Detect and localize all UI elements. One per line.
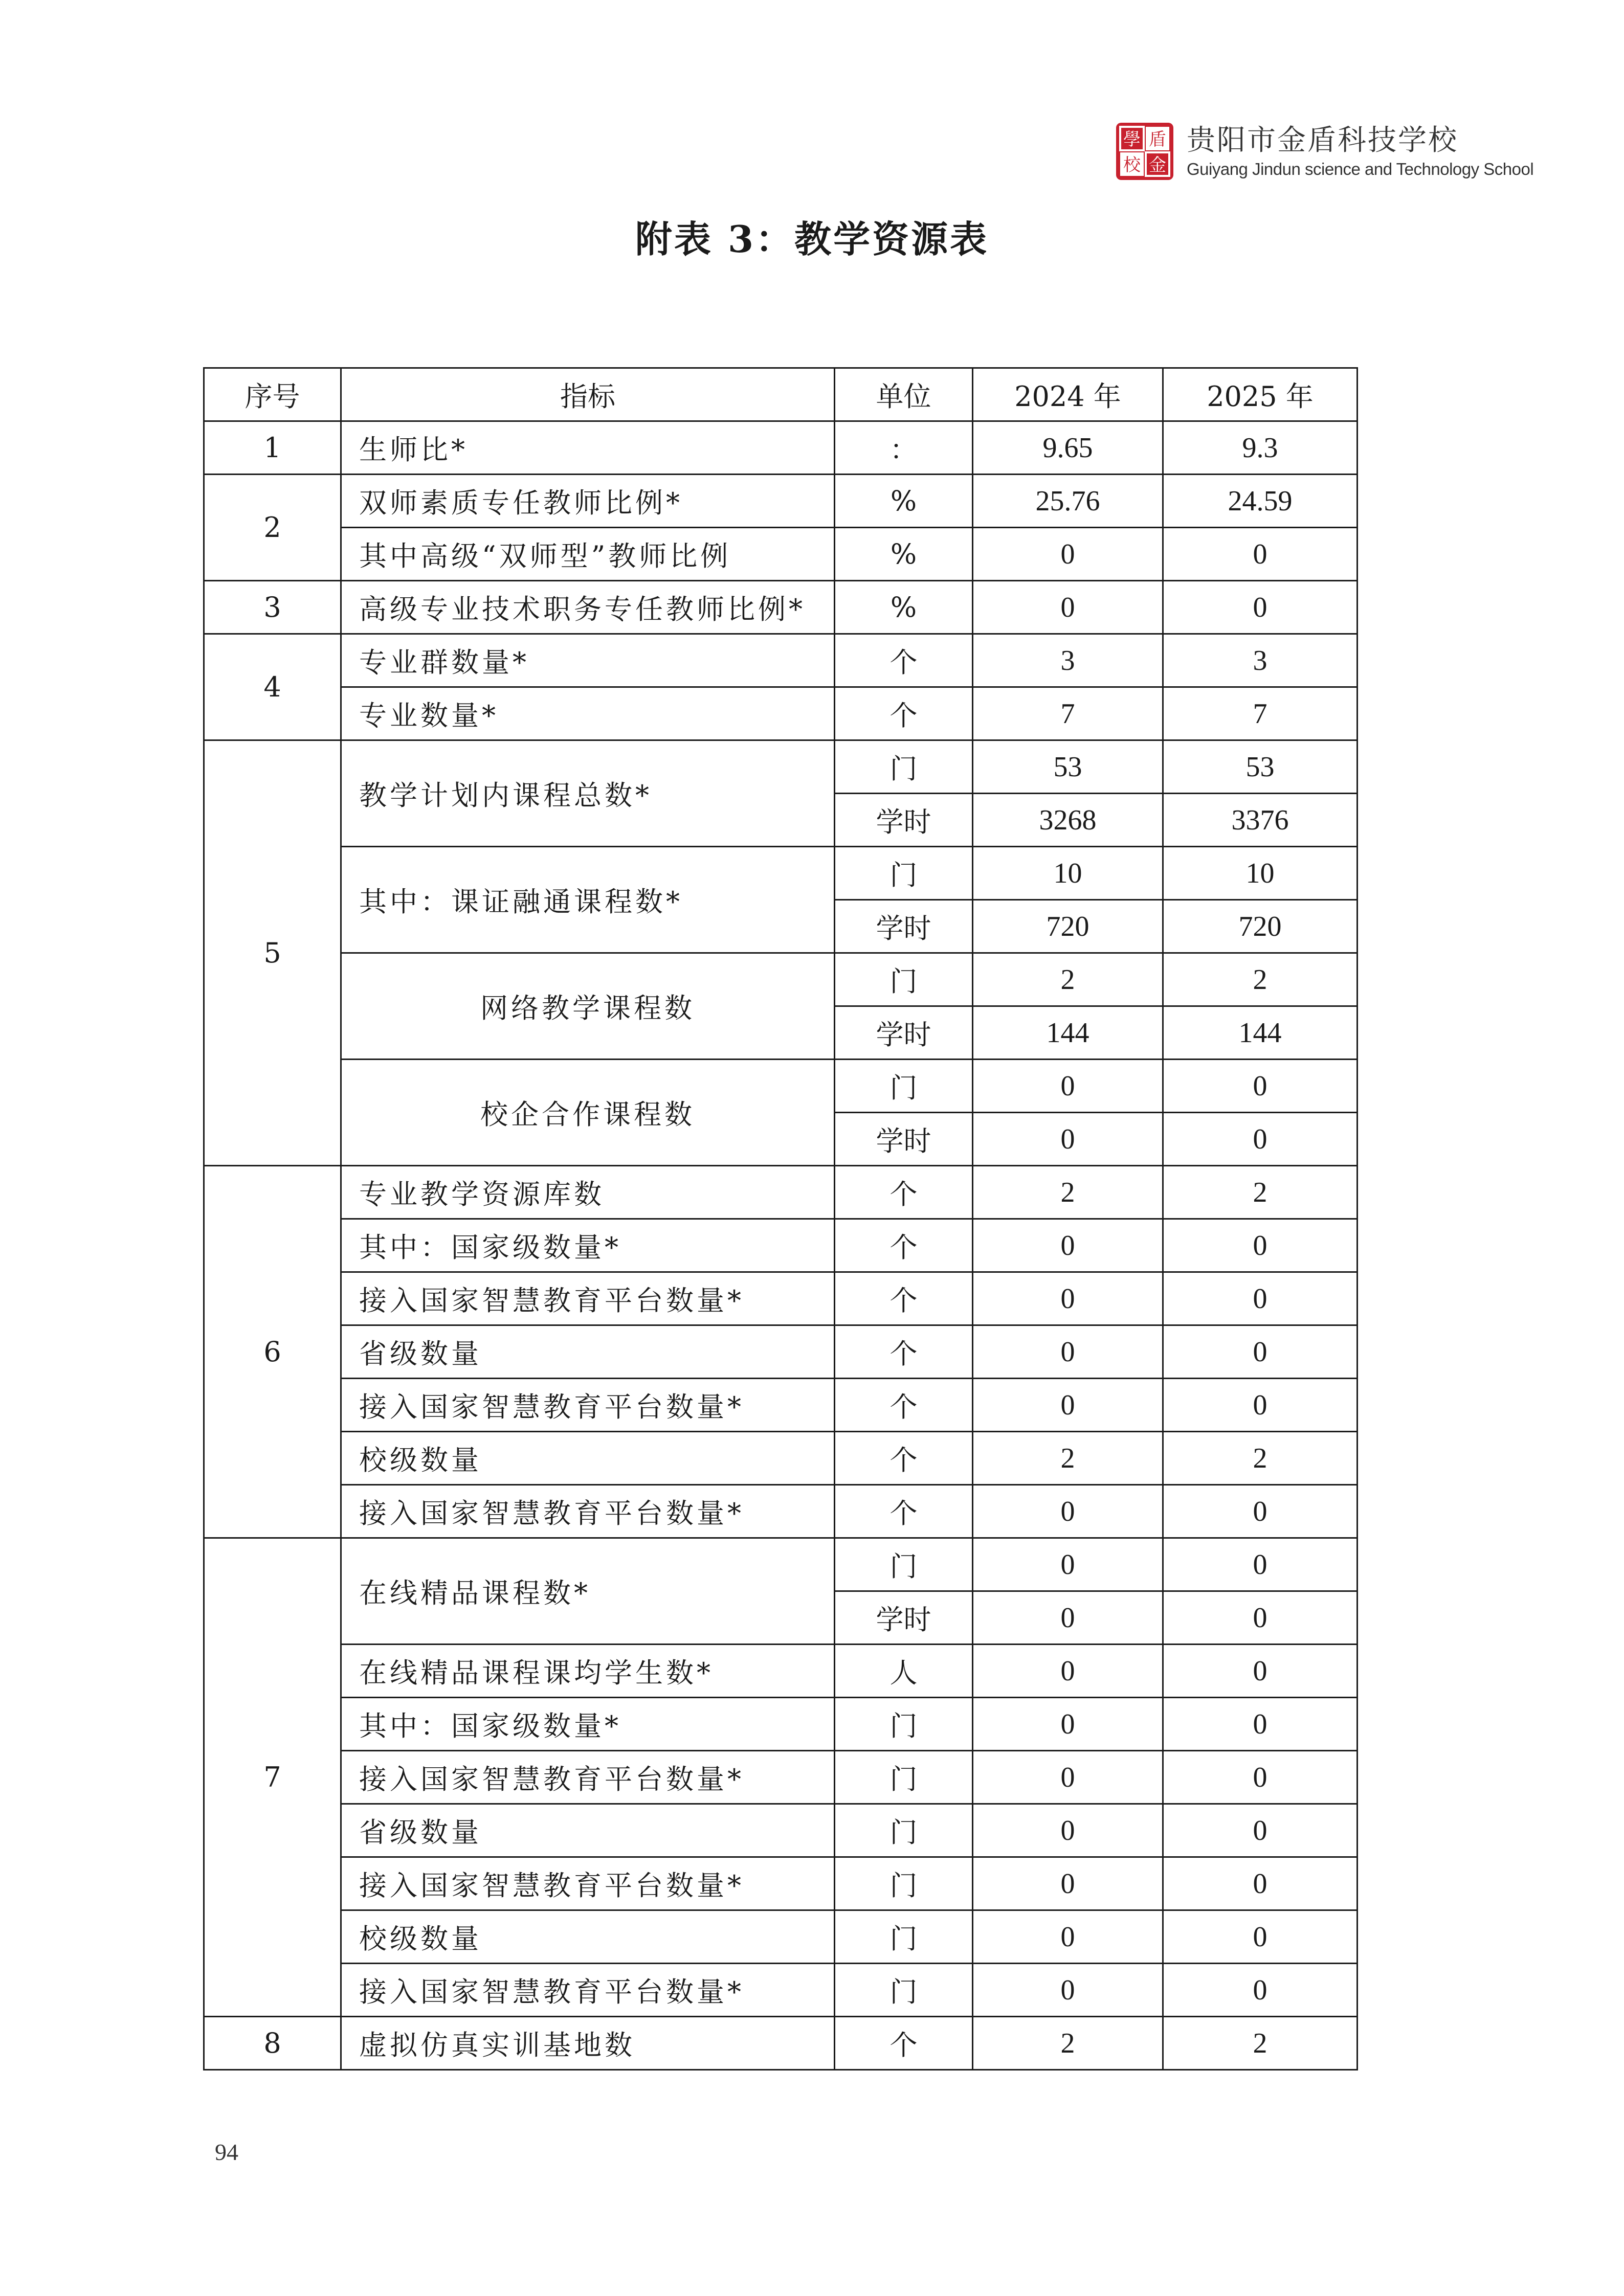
cell-2024: 0	[973, 1325, 1163, 1379]
cell-2025: 3	[1163, 634, 1358, 687]
cell-unit: %	[835, 475, 973, 528]
table-row	[204, 528, 1358, 581]
header-indicator: 指标	[341, 368, 835, 421]
cell-unit: 个	[835, 1432, 973, 1485]
table-row	[204, 1166, 1358, 1219]
cell-2025: 9.3	[1163, 421, 1358, 475]
cell-unit: 门	[835, 740, 973, 794]
cell-indicator: 接入国家智慧教育平台数量*	[341, 1485, 835, 1538]
cell-indicator: 接入国家智慧教育平台数量*	[341, 1379, 835, 1432]
cell-unit: %	[835, 528, 973, 581]
table-row	[204, 1379, 1358, 1432]
cell-unit: 学时	[835, 1591, 973, 1645]
cell-2025: 0	[1163, 528, 1358, 581]
cell-unit: 个	[835, 1272, 973, 1325]
cell-unit: 门	[835, 1698, 973, 1751]
table-row	[204, 2017, 1358, 2070]
header-2025: 2025 年	[1163, 368, 1358, 421]
cell-unit: 学时	[835, 900, 973, 953]
cell-2025: 0	[1163, 1964, 1358, 2017]
cell-2025: 0	[1163, 1591, 1358, 1645]
cell-2025: 0	[1163, 1219, 1358, 1272]
header-unit: 单位	[835, 368, 973, 421]
cell-2025: 0	[1163, 1113, 1358, 1166]
cell-2025: 0	[1163, 1325, 1358, 1379]
school-logo-icon	[1115, 122, 1174, 181]
cell-indicator: 其中：国家级数量*	[341, 1698, 835, 1751]
cell-unit: 个	[835, 1379, 973, 1432]
cell-seq: 7	[204, 1538, 341, 2017]
cell-indicator: 接入国家智慧教育平台数量*	[341, 1751, 835, 1804]
cell-unit: 门	[835, 1910, 973, 1964]
school-name-en: Guiyang Jindun science and Technology School	[1187, 160, 1534, 178]
table-row	[204, 1538, 1358, 1591]
cell-unit: 学时	[835, 794, 973, 847]
cell-unit: 门	[835, 847, 973, 900]
cell-seq: 4	[204, 634, 341, 740]
cell-2024: 7	[973, 687, 1163, 740]
cell-2025: 0	[1163, 1857, 1358, 1910]
table-row	[204, 847, 1358, 900]
cell-indicator: 校企合作课程数	[341, 1060, 835, 1166]
table-row	[204, 634, 1358, 687]
cell-2024: 0	[973, 1645, 1163, 1698]
cell-2024: 0	[973, 1219, 1163, 1272]
cell-2025: 2	[1163, 1166, 1358, 1219]
cell-indicator: 其中高级“双师型”教师比例	[341, 528, 835, 581]
cell-indicator: 教学计划内课程总数*	[341, 740, 835, 847]
cell-seq: 6	[204, 1166, 341, 1538]
cell-2024: 0	[973, 1379, 1163, 1432]
cell-unit: 门	[835, 1060, 973, 1113]
cell-2024: 0	[973, 1698, 1163, 1751]
cell-indicator: 在线精品课程数*	[341, 1538, 835, 1645]
cell-2025: 53	[1163, 740, 1358, 794]
cell-2024: 0	[973, 528, 1163, 581]
cell-2025: 0	[1163, 1538, 1358, 1591]
cell-2024: 25.76	[973, 475, 1163, 528]
cell-unit: 个	[835, 687, 973, 740]
table-row	[204, 1219, 1358, 1272]
cell-2024: 10	[973, 847, 1163, 900]
table-row	[204, 687, 1358, 740]
table-row	[204, 1645, 1358, 1698]
teaching-resources-table	[203, 367, 1358, 2070]
cell-2025: 0	[1163, 1804, 1358, 1857]
cell-indicator: 校级数量	[341, 1432, 835, 1485]
cell-indicator: 在线精品课程课均学生数*	[341, 1645, 835, 1698]
cell-unit: ：	[835, 421, 973, 475]
cell-2024: 2	[973, 1432, 1163, 1485]
cell-unit: 个	[835, 1166, 973, 1219]
header-seq: 序号	[204, 368, 341, 421]
cell-2025: 7	[1163, 687, 1358, 740]
header-2024: 2024 年	[973, 368, 1163, 421]
svg-text:學: 學	[1123, 129, 1141, 150]
table-row	[204, 1804, 1358, 1857]
cell-2025: 0	[1163, 1751, 1358, 1804]
cell-indicator: 专业教学资源库数	[341, 1166, 835, 1219]
cell-2024: 0	[973, 1857, 1163, 1910]
cell-indicator: 其中：国家级数量*	[341, 1219, 835, 1272]
cell-2025: 2	[1163, 1432, 1358, 1485]
cell-2024: 720	[973, 900, 1163, 953]
cell-2024: 0	[973, 1751, 1163, 1804]
cell-indicator: 接入国家智慧教育平台数量*	[341, 1857, 835, 1910]
cell-2025: 0	[1163, 1379, 1358, 1432]
cell-2024: 0	[973, 1485, 1163, 1538]
table-row	[204, 953, 1358, 1006]
cell-2024: 0	[973, 1060, 1163, 1113]
cell-indicator: 省级数量	[341, 1325, 835, 1379]
cell-2024: 0	[973, 1964, 1163, 2017]
cell-2024: 0	[973, 1113, 1163, 1166]
cell-indicator: 接入国家智慧教育平台数量*	[341, 1964, 835, 2017]
cell-seq: 5	[204, 740, 341, 1166]
cell-2024: 53	[973, 740, 1163, 794]
cell-indicator: 网络教学课程数	[341, 953, 835, 1060]
table-row	[204, 1432, 1358, 1485]
cell-seq: 3	[204, 581, 341, 634]
cell-unit: 门	[835, 953, 973, 1006]
cell-2024: 2	[973, 953, 1163, 1006]
table-row	[204, 581, 1358, 634]
cell-2024: 0	[973, 1272, 1163, 1325]
cell-indicator: 省级数量	[341, 1804, 835, 1857]
page-title: 附表 3：教学资源表	[635, 217, 989, 261]
cell-indicator: 专业数量*	[341, 687, 835, 740]
svg-text:校: 校	[1123, 155, 1141, 175]
table-row	[204, 1964, 1358, 2017]
cell-unit: 学时	[835, 1006, 973, 1060]
cell-2025: 720	[1163, 900, 1358, 953]
table-row	[204, 1325, 1358, 1379]
cell-2025: 0	[1163, 1910, 1358, 1964]
cell-indicator: 双师素质专任教师比例*	[341, 475, 835, 528]
cell-unit: 个	[835, 1219, 973, 1272]
table-row	[204, 1485, 1358, 1538]
table-row	[204, 475, 1358, 528]
cell-2024: 144	[973, 1006, 1163, 1060]
cell-indicator: 其中：课证融通课程数*	[341, 847, 835, 953]
cell-unit: 个	[835, 1485, 973, 1538]
cell-unit: 门	[835, 1538, 973, 1591]
table-row	[204, 1698, 1358, 1751]
cell-2024: 2	[973, 1166, 1163, 1219]
cell-unit: 门	[835, 1964, 973, 2017]
cell-2024: 0	[973, 1804, 1163, 1857]
table-row	[204, 1910, 1358, 1964]
table-row	[204, 1857, 1358, 1910]
cell-indicator: 高级专业技术职务专任教师比例*	[341, 581, 835, 634]
school-name-cn: 贵阳市金盾科技学校	[1187, 124, 1458, 157]
cell-indicator: 接入国家智慧教育平台数量*	[341, 1272, 835, 1325]
table-row	[204, 1272, 1358, 1325]
cell-unit: 个	[835, 634, 973, 687]
cell-indicator: 虚拟仿真实训基地数	[341, 2017, 835, 2070]
cell-indicator: 生师比*	[341, 421, 835, 475]
table-row	[204, 1060, 1358, 1113]
table-header-row	[204, 368, 1358, 421]
cell-unit: %	[835, 581, 973, 634]
cell-2025: 144	[1163, 1006, 1358, 1060]
cell-2025: 0	[1163, 1645, 1358, 1698]
cell-unit: 人	[835, 1645, 973, 1698]
cell-2025: 3376	[1163, 794, 1358, 847]
cell-unit: 门	[835, 1857, 973, 1910]
page-header	[1115, 117, 1534, 193]
cell-unit: 门	[835, 1804, 973, 1857]
cell-seq: 1	[204, 421, 341, 475]
cell-2025: 0	[1163, 1698, 1358, 1751]
cell-2024: 3	[973, 634, 1163, 687]
cell-unit: 个	[835, 2017, 973, 2070]
cell-2024: 0	[973, 1910, 1163, 1964]
svg-text:金: 金	[1149, 155, 1166, 175]
table-row	[204, 421, 1358, 475]
cell-2024: 3268	[973, 794, 1163, 847]
cell-seq: 2	[204, 475, 341, 581]
cell-2025: 24.59	[1163, 475, 1358, 528]
cell-2024: 9.65	[973, 421, 1163, 475]
cell-2024: 0	[973, 1538, 1163, 1591]
table-row	[204, 740, 1358, 794]
cell-2025: 0	[1163, 581, 1358, 634]
cell-2025: 2	[1163, 2017, 1358, 2070]
cell-unit: 学时	[835, 1113, 973, 1166]
table-row	[204, 1751, 1358, 1804]
cell-indicator: 校级数量	[341, 1910, 835, 1964]
cell-seq: 8	[204, 2017, 341, 2070]
cell-2025: 10	[1163, 847, 1358, 900]
cell-2024: 2	[973, 2017, 1163, 2070]
cell-unit: 个	[835, 1325, 973, 1379]
svg-text:盾: 盾	[1149, 129, 1166, 150]
cell-2025: 2	[1163, 953, 1358, 1006]
cell-indicator: 专业群数量*	[341, 634, 835, 687]
cell-unit: 门	[835, 1751, 973, 1804]
page-number: 94	[215, 2139, 238, 2165]
cell-2025: 0	[1163, 1272, 1358, 1325]
cell-2025: 0	[1163, 1485, 1358, 1538]
cell-2024: 0	[973, 1591, 1163, 1645]
cell-2024: 0	[973, 581, 1163, 634]
cell-2025: 0	[1163, 1060, 1358, 1113]
